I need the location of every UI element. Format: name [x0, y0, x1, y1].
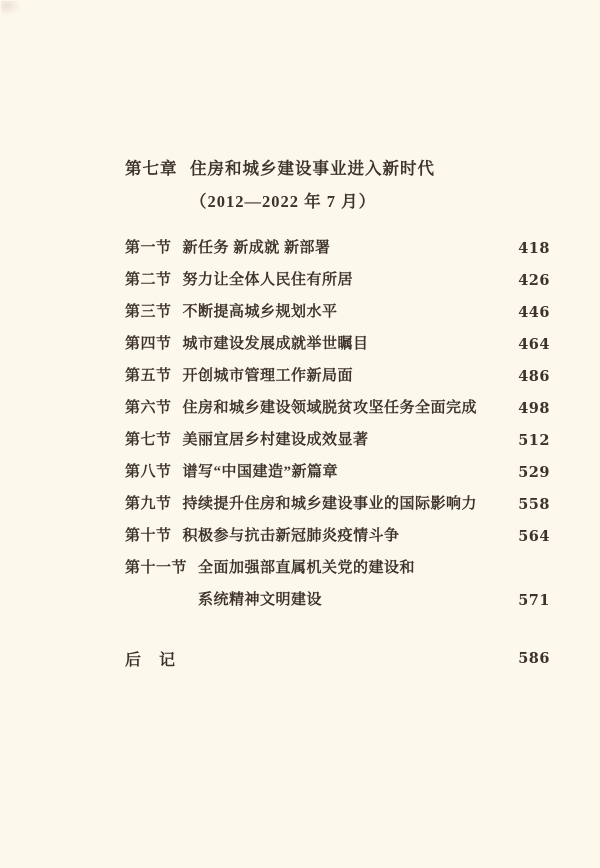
corner-artifact: [1, 1, 21, 16]
toc-row: [125, 488, 550, 520]
backmatter-page-number: 586: [518, 649, 550, 667]
toc-row: [125, 392, 550, 424]
section-page-number: 571: [518, 591, 550, 609]
section-page-number: 418: [518, 239, 550, 257]
section-number: 第七节: [125, 432, 172, 448]
section-title: 美丽宜居乡村建设成效显著: [182, 432, 369, 448]
section-title-line-1: [198, 552, 550, 584]
section-number: 第二节: [125, 272, 172, 288]
section-page-number: 498: [518, 399, 550, 417]
toc-content: [125, 152, 550, 674]
section-title: 开创城市管理工作新局面: [182, 368, 354, 384]
section-title-continued: 系统精神文明建设: [198, 592, 323, 608]
chapter-heading: [125, 152, 550, 218]
section-page-number: 564: [518, 527, 550, 545]
section-number: 第三节: [125, 304, 172, 320]
section-number: 第十一节: [125, 560, 188, 576]
toc-row: [125, 328, 550, 360]
chapter-date-range: （2012—2022 年 7 月）: [190, 192, 377, 211]
section-title-lines: [198, 552, 550, 616]
section-title: 积极参与抗击新冠肺炎疫情斗争: [182, 528, 400, 544]
section-page-number: 529: [518, 463, 550, 481]
section-page-number: 464: [518, 335, 550, 353]
toc-row: [125, 360, 550, 392]
section-number: 第五节: [125, 368, 172, 384]
section-number: 第十节: [125, 528, 172, 544]
toc-row: [125, 232, 550, 264]
section-page-number: 558: [518, 495, 550, 513]
section-number: 第八节: [125, 464, 172, 480]
toc-row: [125, 424, 550, 456]
toc-row: [125, 552, 550, 616]
toc-row: [125, 296, 550, 328]
section-title: 住房和城乡建设领域脱贫攻坚任务全面完成: [182, 400, 478, 416]
section-page-number: 446: [518, 303, 550, 321]
toc-row: [125, 264, 550, 296]
section-page-number: 512: [518, 431, 550, 449]
section-page-number: 486: [518, 367, 550, 385]
section-number: 第一节: [125, 240, 172, 256]
toc-row: [125, 456, 550, 488]
section-title: 谱写“中国建造”新篇章: [182, 464, 339, 480]
section-page-number: 426: [518, 271, 550, 289]
chapter-title: 住房和城乡建设事业进入新时代: [190, 159, 435, 178]
section-title: 新任务 新成就 新部署: [182, 240, 331, 256]
backmatter-row: [125, 642, 550, 674]
chapter-number: 第七章: [125, 159, 178, 178]
section-number: 第六节: [125, 400, 172, 416]
section-title: 城市建设发展成就举世瞩目: [182, 336, 369, 352]
section-title: 努力让全体人民住有所居: [182, 272, 354, 288]
chapter-titles: [190, 152, 550, 218]
section-title: 持续提升住房和城乡建设事业的国际影响力: [182, 496, 478, 512]
section-number: 第四节: [125, 336, 172, 352]
toc-list: [125, 232, 550, 616]
section-title: 不断提高城乡规划水平: [182, 304, 338, 320]
backmatter-label: 后 记: [125, 651, 177, 669]
section-title: 全面加强部直属机关党的建设和: [198, 560, 416, 576]
section-number: 第九节: [125, 496, 172, 512]
section-title-line-2: [198, 584, 550, 616]
toc-row: [125, 520, 550, 552]
